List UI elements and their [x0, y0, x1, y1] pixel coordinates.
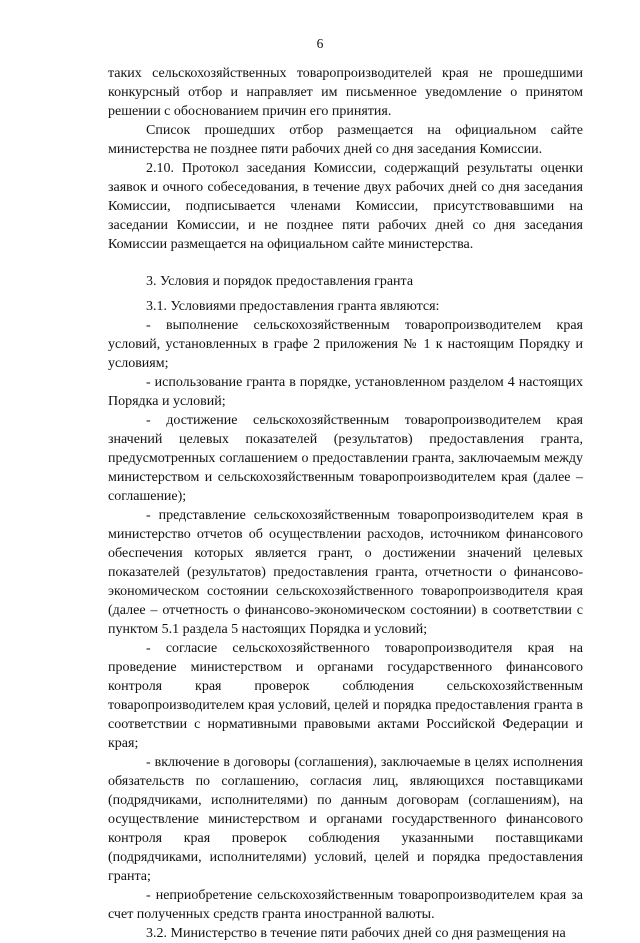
- list-item-conditions-fulfilment: - выполнение сельскохозяйственным товаропроизводителем края условий, установленных в графе 2 приложения № 1 к настоящим Порядку и условиям;: [108, 318, 583, 371]
- list-item-reporting: - представление сельскохозяйственным товаропроизводителем края в министерство отчетов об осуществлении расходов, источником финансового обеспечения которых является грант, о достижении значений целевых показателей (результатов) предоставления гранта, отчетности о финансово-экономическом состоянии сельскохозяйственного товаропроизводителя края (далее – отчетность о финансово-экономическом состоянии) в соответствии с пунктом 5.1 раздела 5 настоящих Порядка и условий;: [108, 508, 583, 637]
- list-item-contract-inclusion: - включение в договоры (соглашения), заключаемые в целях исполнения обязательств по соглашению, согласия лиц, являющихся поставщиками (подрядчиками, исполнителями) по данным договорам (соглашениям), на осуществление министерством и органами государственного финансового контроля края проверок соблюдения указанными поставщиками (подрядчиками, исполнителями) условий, целей и порядка предоставления гранта;: [108, 755, 583, 884]
- page-number: 6: [316, 36, 324, 51]
- paragraph-3-1-conditions: 3.1. Условиями предоставления гранта являются:: [146, 299, 440, 314]
- document-body: [108, 64, 583, 943]
- list-item-no-foreign-currency: - неприобретение сельскохозяйственным товаропроизводителем края за счет полученных средств гранта иностранной валюты.: [108, 888, 583, 922]
- paragraph-selected-list: Список прошедших отбор размещается на официальном сайте министерства не позднее пяти рабочих дней со дня заседания Комиссии.: [108, 123, 583, 157]
- paragraph-2-10-protocol: 2.10. Протокол заседания Комиссии, содержащий результаты оценки заявок и очного собеседования, в течение двух рабочих дней со дня заседания Комиссии, подписывается членами Комиссии, присутствовавшими на заседании Комиссии, и не позднее пяти рабочих дней со дня заседания Комиссии размещается на официальном сайте министерства.: [108, 161, 583, 252]
- list-item-target-indicators: - достижение сельскохозяйственным товаропроизводителем края значений целевых показателей (результатов) предоставления гранта, предусмотренных соглашением о предоставлении гранта, заключаемым между министерством и сельскохозяйственным товаропроизводителем края (далее – соглашение);: [108, 413, 583, 504]
- section-3-heading: 3. Условия и порядок предоставления гранта: [146, 274, 414, 289]
- paragraph-continuation: таких сельскохозяйственных товаропроизводителей края не прошедшими конкурсный отбор и направляет им письменное уведомление о принятом решении с обоснованием причин его принятия.: [108, 66, 583, 119]
- list-item-consent-inspections: - согласие сельскохозяйственного товаропроизводителя края на проведение министерством и органами государственного финансового контроля края проверок соблюдения сельскохозяйственным товаропроизводителем края условий, целей и порядка предоставления гранта в соответствии с нормативными правовыми актами Российской Федерации и края;: [108, 641, 583, 751]
- paragraph-3-2-start: 3.2. Министерство в течение пяти рабочих дней со дня размещения на: [146, 926, 566, 941]
- list-item-grant-usage: - использование гранта в порядке, установленном разделом 4 настоящих Порядка и условий;: [108, 375, 583, 409]
